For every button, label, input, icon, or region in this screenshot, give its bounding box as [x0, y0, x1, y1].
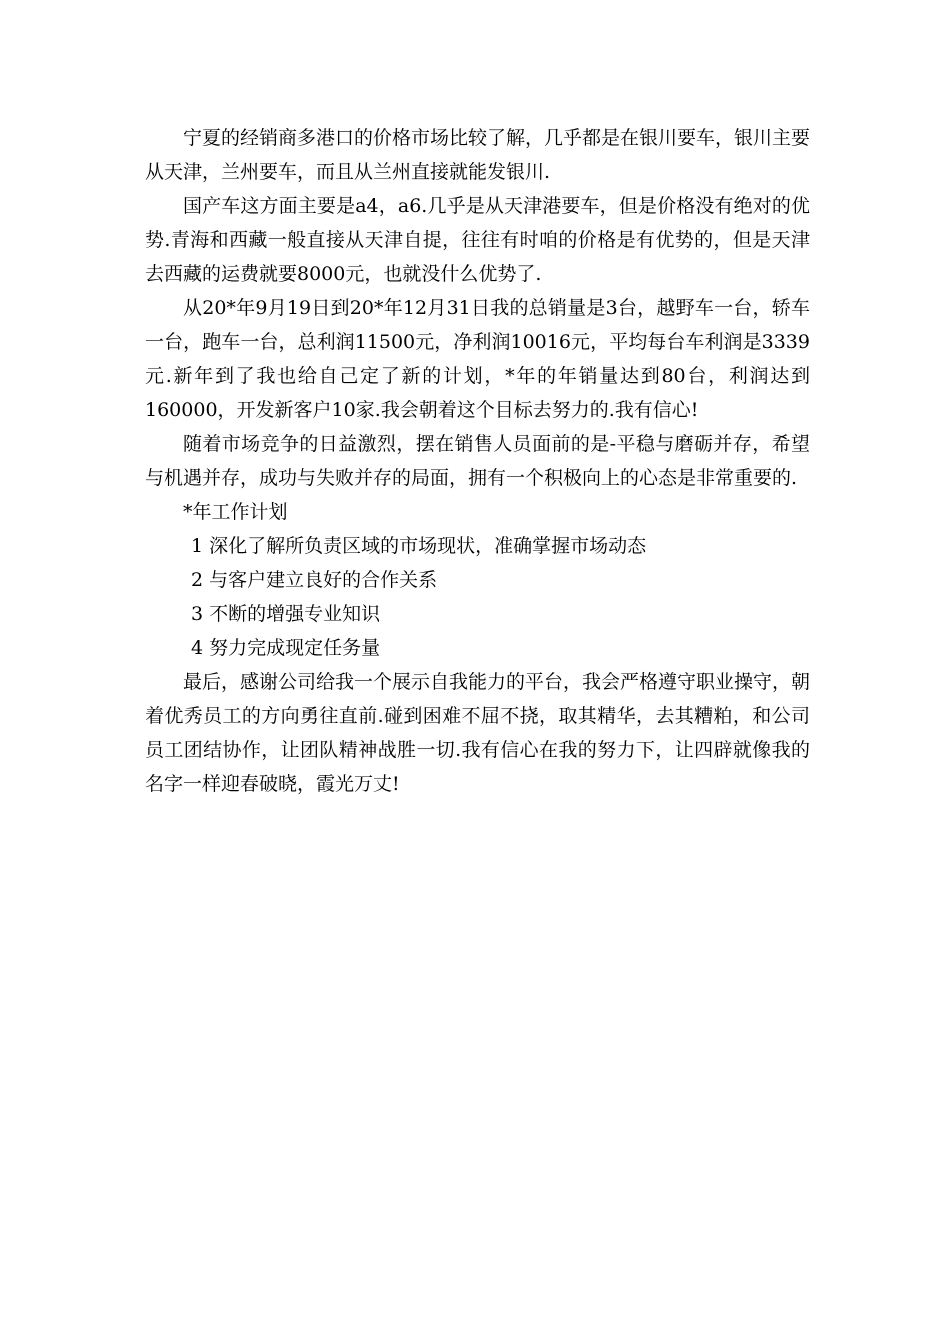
paragraph-sales-summary: 从20*年9月19日到20*年12月31日我的总销量是3台，越野车一台，轿车一台，跑车一台，总利润11500元，净利润10016元，平均每台车利润是3339元.新年到了我也给自己定了新的计划，*年的年销量达到80台，利润达到160000，开发新客户10家.我会朝着这个目标去努力的.我有信心! [145, 297, 810, 421]
document-body [145, 121, 810, 801]
paragraph-market-competition: 随着市场竞争的日益激烈，摆在销售人员面前的是-平稳与磨砺并存，希望与机遇并存，成功与失败并存的局面，拥有一个积极向上的心态是非常重要的. [145, 433, 810, 489]
plan-heading: *年工作计划 [183, 501, 288, 523]
plan-item-4: 4 努力完成现定任务量 [191, 637, 381, 659]
paragraph-closing: 最后，感谢公司给我一个展示自我能力的平台，我会严格遵守职业操守，朝着优秀员工的方向勇往直前.碰到困难不屈不挠，取其精华，去其糟粕，和公司员工团结协作，让团队精神战胜一切.我有信心在我的努力下，让四辟就像我的名字一样迎春破晓，霞光万丈! [145, 671, 811, 795]
plan-item-3: 3 不断的增强专业知识 [191, 603, 381, 625]
paragraph-ningxia-market: 宁夏的经销商多港口的价格市场比较了解，几乎都是在银川要车，银川主要从天津，兰州要车，而且从兰州直接就能发银川. [145, 127, 811, 183]
plan-item-1: 1 深化了解所负责区域的市场现状，准确掌握市场动态 [191, 535, 647, 557]
paragraph-domestic-cars: 国产车这方面主要是a4，a6.几乎是从天津港要车，但是价格没有绝对的优势.青海和西藏一般直接从天津自提，往往有时咱的价格是有优势的，但是天津去西藏的运费就要8000元，也就没什么优势了. [145, 195, 810, 285]
plan-item-2: 2 与客户建立良好的合作关系 [191, 569, 438, 591]
